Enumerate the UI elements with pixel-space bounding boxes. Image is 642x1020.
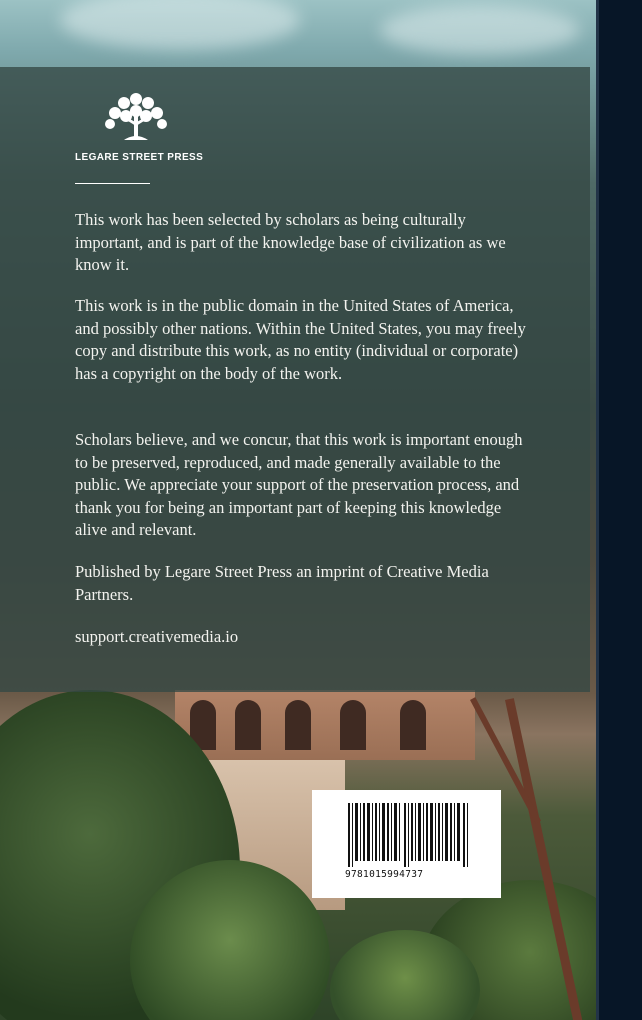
arch: [285, 700, 311, 750]
colosseum-facade: [175, 690, 475, 760]
blurb-paragraph-1: This work has been selected by scholars as being culturally important, and is part of the knowledge base of civilization as we know it.: [75, 210, 506, 274]
cloud: [60, 0, 300, 50]
isbn-number: 9781015994737: [345, 869, 424, 880]
blurb-paragraph-2: This work is in the public domain in the United States of America, and possibly other nations. Within the United States, you may freely copy and distribute this work, as no entity (individual or corporate) has a copyright on the body of the work.: [75, 296, 526, 383]
book-spine: [596, 0, 642, 1020]
blurb-paragraph-4: Published by Legare Street Press an imprint of Creative Media Partners.: [75, 562, 489, 604]
divider: [75, 183, 150, 184]
cloud: [380, 5, 580, 55]
support-url: support.creativemedia.io: [75, 627, 239, 646]
publisher-name: LEGARE STREET PRESS: [75, 152, 204, 163]
arch: [340, 700, 366, 750]
arch: [400, 700, 426, 750]
barcode-icon: [348, 803, 468, 867]
arch: [235, 700, 261, 750]
tree-logo-icon: [104, 90, 168, 146]
blurb-paragraph-3: Scholars believe, and we concur, that this work is important enough to be preserved, reproduced, and made generally available to the public. We appreciate your support of the preservation process, and thank you for being an important part of keeping this knowledge alive and relevant.: [75, 430, 523, 539]
